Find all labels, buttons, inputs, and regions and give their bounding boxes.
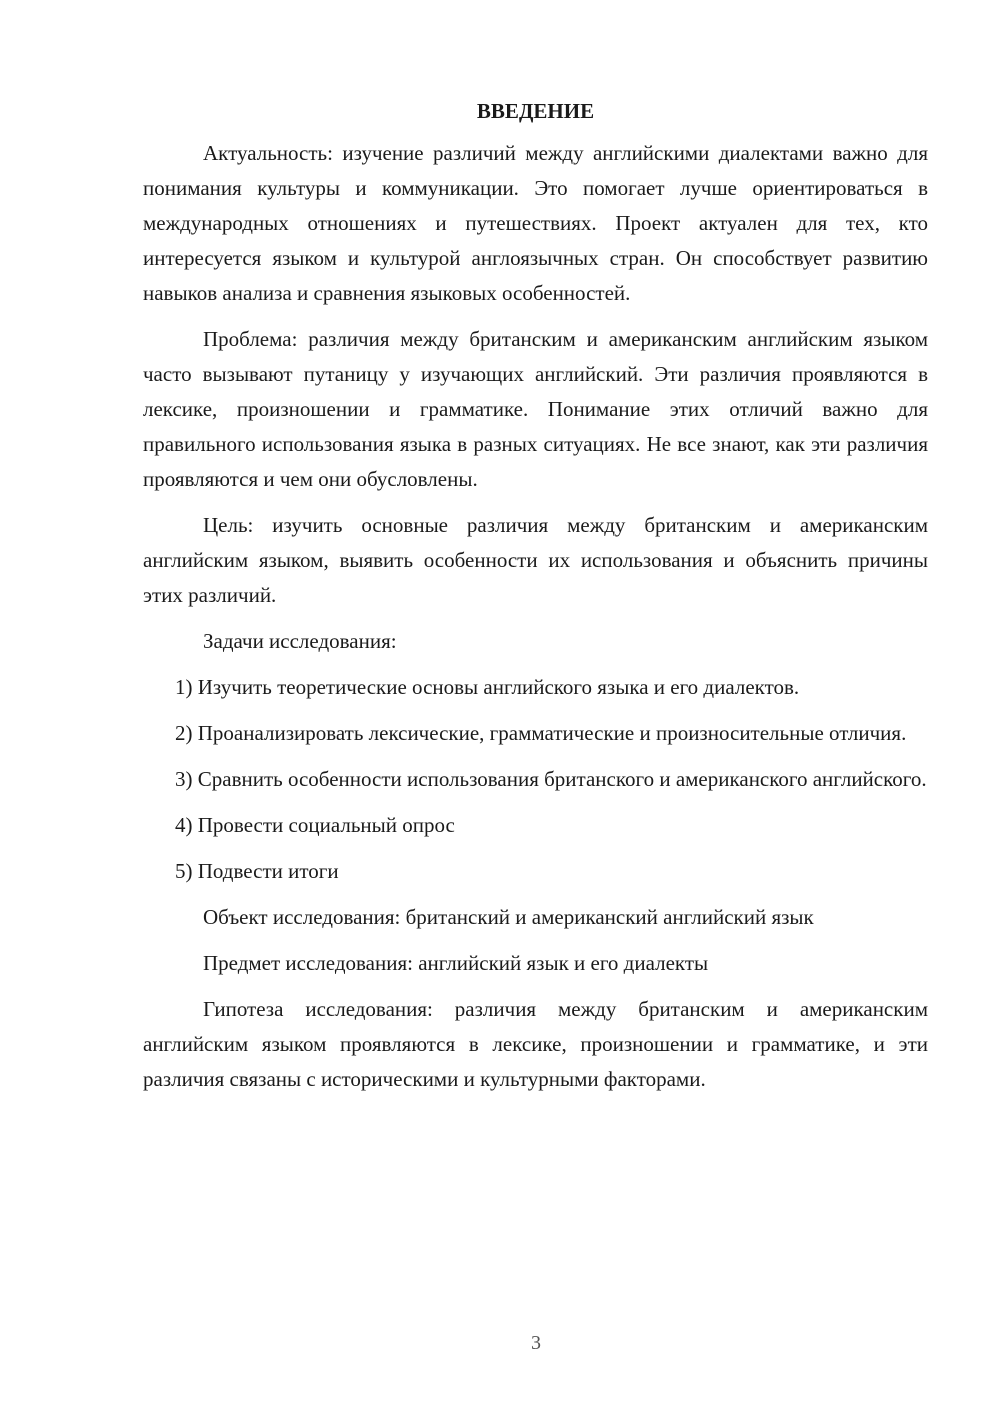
research-object: Объект исследования: британский и американский английский язык — [203, 905, 814, 929]
task-item: 3) Сравнить особенности использования британского и американского английского. — [175, 767, 927, 791]
page-title: ВВЕДЕНИЕ — [476, 99, 595, 123]
goal-paragraph: Цель: изучить основные различия между британским и американским английским языком, выявить особенности их использования и объяснить причины этих различий. — [143, 513, 928, 607]
research-subject: Предмет исследования: английский язык и его диалекты — [203, 951, 709, 975]
page-number: 3 — [531, 1332, 541, 1354]
task-item: 1) Изучить теоретические основы английского языка и его диалектов. — [175, 675, 800, 699]
task-item: 4) Провести социальный опрос — [175, 813, 455, 837]
relevance-paragraph: Актуальность: изучение различий между английскими диалектами важно для понимания культуры и коммуникации. Это помогает лучше ориентироваться в международных отношениях и путешествиях. Проект актуален для тех, кто интересуется языком и культурой англоязычных стран. Он способствует развитию навыков анализа и сравнения языковых особенностей. — [143, 141, 928, 305]
task-item: 5) Подвести итоги — [175, 859, 339, 883]
page-content — [143, 96, 928, 1108]
research-hypothesis: Гипотеза исследования: различия между британским и американским английским языком проявляются в лексике, произношении и грамматике, и эти различия связаны с историческими и культурными факторами. — [143, 997, 928, 1091]
task-item: 2) Проанализировать лексические, грамматические и произносительные отличия. — [175, 721, 907, 745]
tasks-heading: Задачи исследования: — [203, 629, 397, 653]
problem-paragraph: Проблема: различия между британским и американским английским языком часто вызывают путаницу у изучающих английский. Эти различия проявляются в лексике, произношении и грамматике. Понимание этих отличий важно для правильного использования языка в разных ситуациях. Не все знают, как эти различия проявляются и чем они обусловлены. — [143, 327, 928, 491]
